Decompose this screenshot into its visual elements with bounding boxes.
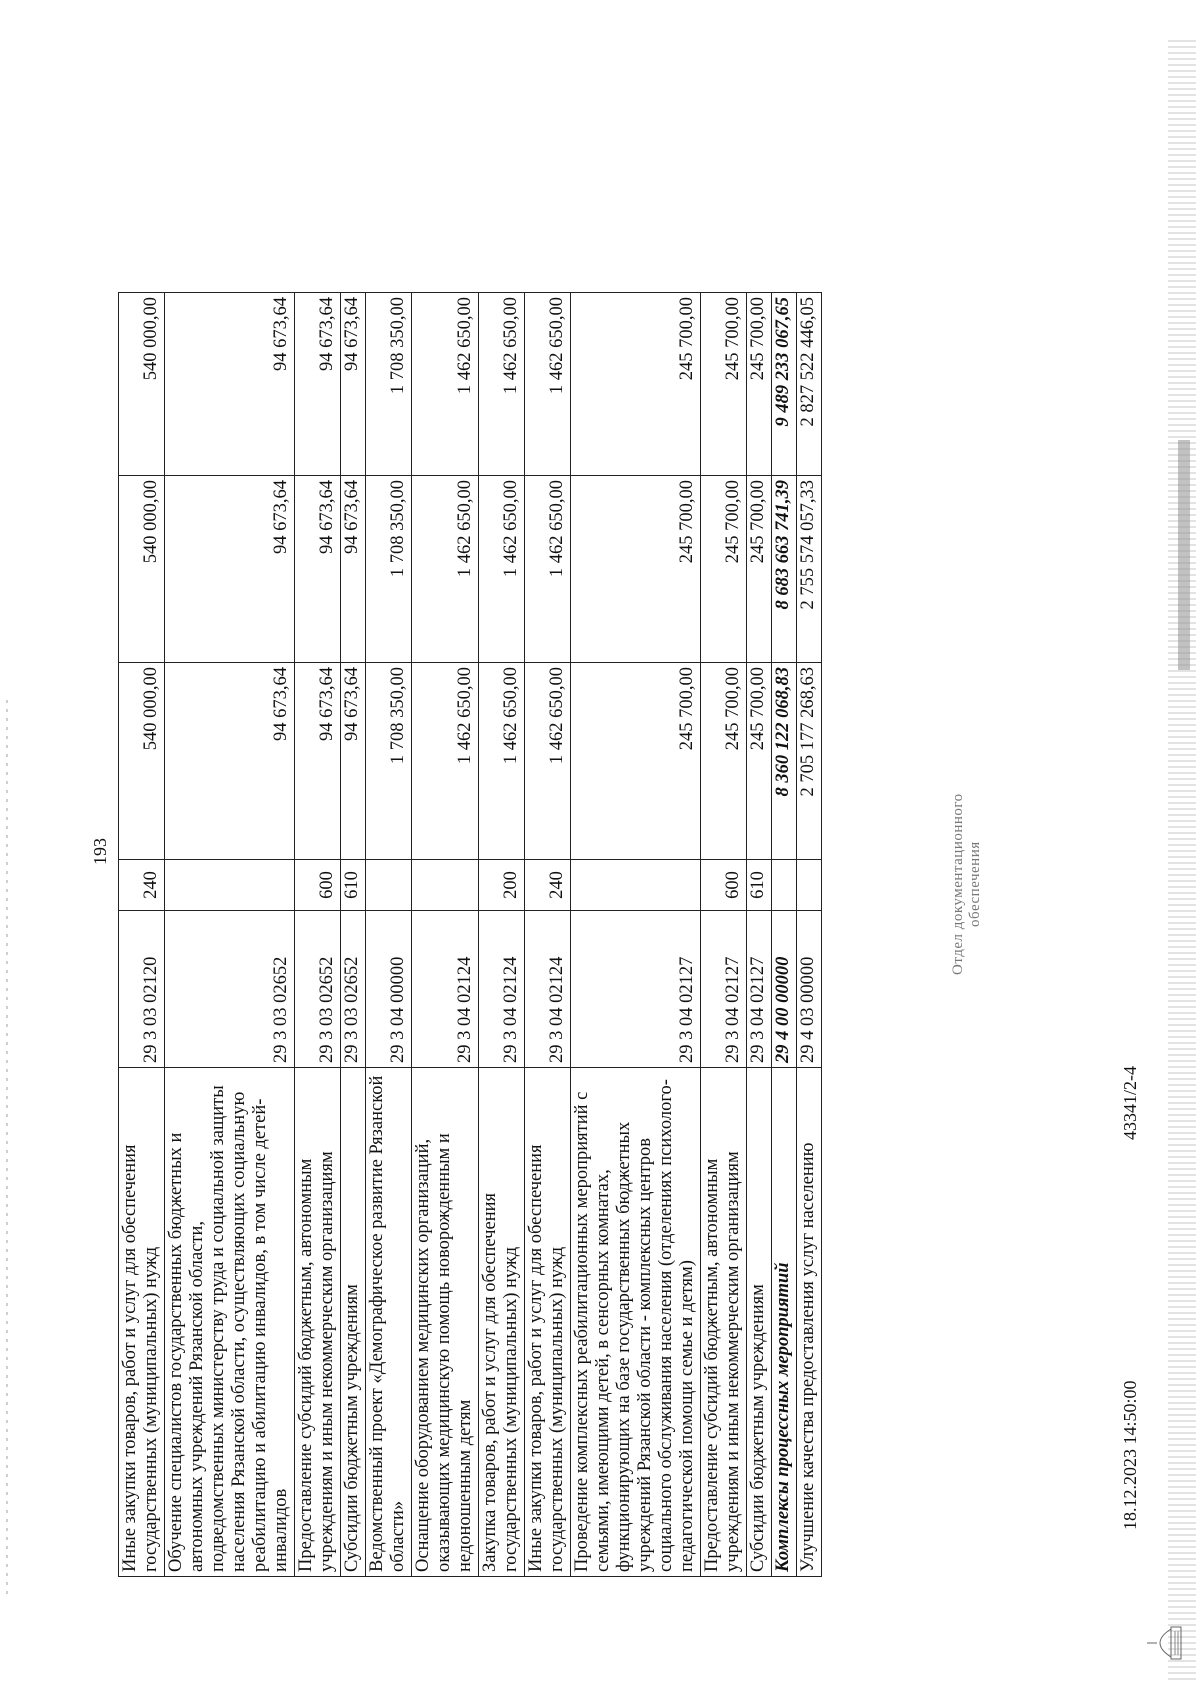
stamp-line: обеспечения xyxy=(967,841,983,927)
table-row xyxy=(165,293,295,1577)
row-value-2026-cell: 245 700,00 xyxy=(571,293,701,476)
row-value-2026-cell: 2 827 522 446,05 xyxy=(797,293,822,476)
row-code-cell: 29 3 03 02652 xyxy=(341,911,366,1068)
row-name-cell: Комплексы процессных мероприятий xyxy=(772,1068,797,1577)
row-value-2025-cell: 1 462 650,00 xyxy=(412,476,479,663)
row-name-cell: Закупка товаров, работ и услуг для обеспечения государственных (муниципальных) нужд xyxy=(479,1068,525,1577)
row-code-cell: 29 4 00 00000 xyxy=(772,911,797,1068)
row-value-2026-cell: 540 000,00 xyxy=(119,293,165,476)
row-expense-type-cell xyxy=(366,860,412,911)
row-name-cell: Проведение комплексных реабилитационных мероприятий с семьями, имеющими детей, в сенсорных комнатах, функционирующих на базе государственных бюджетных учреждений Рязанской области - комплексных центров социального обслуживания населения (отделениях психолого-педагогической помощи семье и детям) xyxy=(571,1068,701,1577)
row-value-2024-cell: 1 708 350,00 xyxy=(366,663,412,860)
row-expense-type-cell: 200 xyxy=(479,860,525,911)
row-expense-type-cell: 610 xyxy=(747,860,772,911)
footer-document-code: 43341/2-4 xyxy=(1120,1066,1140,1140)
row-value-2025-cell: 1 708 350,00 xyxy=(366,476,412,663)
table-row xyxy=(479,293,525,1577)
row-value-2025-cell: 245 700,00 xyxy=(571,476,701,663)
row-name-cell: Оснащение оборудованием медицинских организаций, оказывающих медицинскую помощь новорожденным и недоношенным детям xyxy=(412,1068,479,1577)
table-row xyxy=(525,293,571,1577)
row-value-2024-cell: 245 700,00 xyxy=(747,663,772,860)
row-code-cell: 29 3 04 02127 xyxy=(747,911,772,1068)
row-expense-type-cell: 600 xyxy=(701,860,747,911)
table-row xyxy=(747,293,772,1577)
row-expense-type-cell: 240 xyxy=(119,860,165,911)
row-value-2025-cell: 1 462 650,00 xyxy=(525,476,571,663)
row-name-cell: Субсидии бюджетным учреждениям xyxy=(341,1068,366,1577)
row-value-2025-cell: 1 462 650,00 xyxy=(479,476,525,663)
row-expense-type-cell xyxy=(797,860,822,911)
row-name-cell: Субсидии бюджетным учреждениям xyxy=(747,1068,772,1577)
row-value-2026-cell: 94 673,64 xyxy=(295,293,341,476)
row-code-cell: 29 4 03 00000 xyxy=(797,911,822,1068)
row-value-2024-cell: 94 673,64 xyxy=(165,663,295,860)
row-value-2025-cell: 8 683 663 741,39 xyxy=(772,476,797,663)
table-row xyxy=(119,293,165,1577)
stamp-line: Отдел документационного xyxy=(950,793,966,975)
table-row xyxy=(366,293,412,1577)
row-value-2026-cell: 94 673,64 xyxy=(165,293,295,476)
row-code-cell: 29 3 04 02127 xyxy=(701,911,747,1068)
row-name-cell: Ведомственный проект «Демографическое развитие Рязанской области» xyxy=(366,1068,412,1577)
budget-table xyxy=(118,292,822,1577)
row-expense-type-cell xyxy=(412,860,479,911)
row-value-2025-cell: 94 673,64 xyxy=(165,476,295,663)
row-value-2025-cell: 2 755 574 057,33 xyxy=(797,476,822,663)
coat-of-arms-icon xyxy=(1145,1621,1185,1665)
row-value-2026-cell: 1 708 350,00 xyxy=(366,293,412,476)
row-value-2025-cell: 245 700,00 xyxy=(747,476,772,663)
row-expense-type-cell: 610 xyxy=(341,860,366,911)
row-code-cell: 29 3 04 02127 xyxy=(571,911,701,1068)
row-expense-type-cell: 240 xyxy=(525,860,571,911)
row-value-2024-cell: 94 673,64 xyxy=(341,663,366,860)
row-value-2026-cell: 94 673,64 xyxy=(341,293,366,476)
row-name-cell: Предоставление субсидий бюджетным, автономным учреждениям и иным некоммерческим организациям xyxy=(701,1068,747,1577)
row-code-cell: 29 3 03 02652 xyxy=(295,911,341,1068)
row-value-2024-cell: 8 360 122 068,83 xyxy=(772,663,797,860)
table-row xyxy=(571,293,701,1577)
row-name-cell: Иные закупки товаров, работ и услуг для обеспечения государственных (муниципальных) нужд xyxy=(525,1068,571,1577)
row-code-cell: 29 3 04 02124 xyxy=(412,911,479,1068)
row-value-2026-cell: 1 462 650,00 xyxy=(525,293,571,476)
row-name-cell: Предоставление субсидий бюджетным, автономным учреждениям и иным некоммерческим организациям xyxy=(295,1068,341,1577)
row-value-2024-cell: 1 462 650,00 xyxy=(525,663,571,860)
department-stamp xyxy=(950,793,984,975)
table-row xyxy=(797,293,822,1577)
row-value-2025-cell: 94 673,64 xyxy=(341,476,366,663)
table-row xyxy=(701,293,747,1577)
row-code-cell: 29 3 04 00000 xyxy=(366,911,412,1068)
row-value-2025-cell: 540 000,00 xyxy=(119,476,165,663)
row-expense-type-cell xyxy=(772,860,797,911)
row-expense-type-cell xyxy=(571,860,701,911)
row-value-2024-cell: 540 000,00 xyxy=(119,663,165,860)
footer-date: 18.12.2023 14:50:00 xyxy=(1120,1380,1140,1530)
row-value-2024-cell: 2 705 177 268,63 xyxy=(797,663,822,860)
row-name-cell: Обучение специалистов государственных бюджетных и автономных учреждений Рязанской области, подведомственных министерству труда и социальной защиты населения Рязанской области, осуществляющих социальную реабилитацию и абилитацию инвалидов, в том числе детей-инвалидов xyxy=(165,1068,295,1577)
row-name-cell: Иные закупки товаров, работ и услуг для обеспечения государственных (муниципальных) нужд xyxy=(119,1068,165,1577)
table-row xyxy=(295,293,341,1577)
row-value-2026-cell: 9 489 233 067,65 xyxy=(772,293,797,476)
row-expense-type-cell xyxy=(165,860,295,911)
row-code-cell: 29 3 04 02124 xyxy=(525,911,571,1068)
table-row xyxy=(341,293,366,1577)
row-value-2026-cell: 1 462 650,00 xyxy=(412,293,479,476)
row-value-2025-cell: 245 700,00 xyxy=(701,476,747,663)
row-value-2024-cell: 94 673,64 xyxy=(295,663,341,860)
table-row xyxy=(412,293,479,1577)
row-value-2026-cell: 245 700,00 xyxy=(747,293,772,476)
row-value-2024-cell: 1 462 650,00 xyxy=(479,663,525,860)
row-value-2024-cell: 1 462 650,00 xyxy=(412,663,479,860)
page-number: 193 xyxy=(90,838,110,865)
row-code-cell: 29 3 04 02124 xyxy=(479,911,525,1068)
row-value-2025-cell: 94 673,64 xyxy=(295,476,341,663)
row-code-cell: 29 3 03 02120 xyxy=(119,911,165,1068)
row-value-2026-cell: 245 700,00 xyxy=(701,293,747,476)
row-value-2024-cell: 245 700,00 xyxy=(701,663,747,860)
row-name-cell: Улучшение качества предоставления услуг населению xyxy=(797,1068,822,1577)
table-row xyxy=(772,293,797,1577)
row-code-cell: 29 3 03 02652 xyxy=(165,911,295,1068)
row-expense-type-cell: 600 xyxy=(295,860,341,911)
row-value-2026-cell: 1 462 650,00 xyxy=(479,293,525,476)
row-value-2024-cell: 245 700,00 xyxy=(571,663,701,860)
